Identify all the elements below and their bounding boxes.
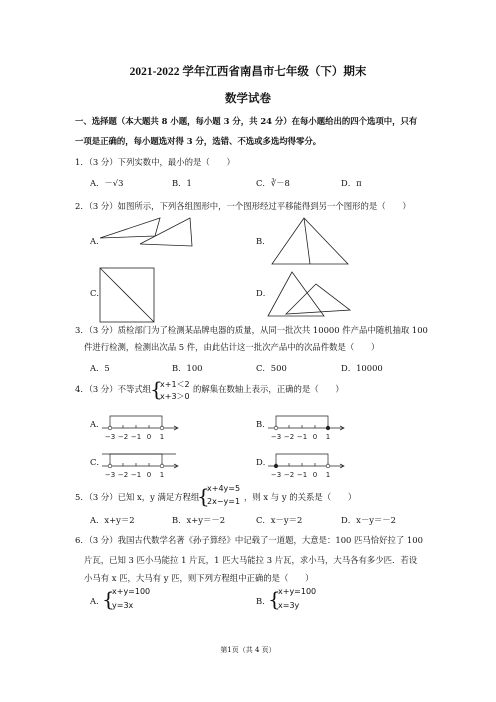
tick-label: −3: [104, 471, 116, 479]
q4-inequality-1: x+1＜2: [160, 380, 190, 389]
q6-b-equation-2: x=3y: [278, 601, 300, 610]
tick-label: −1: [130, 471, 142, 479]
q4-stem-pre: 4．（3 分）不等式组: [75, 384, 152, 394]
tick-label: −3: [270, 471, 282, 479]
q3-line2: 件进行检测，检测出次品 5 件，由此估计这一批次产品中的次品件数是（ ）: [84, 342, 380, 352]
q6-a-equation-1: x+y=100: [112, 587, 151, 596]
tick-label: 1: [159, 471, 165, 479]
q1-stem: 1．（3 分）下列实数中，最小的是（ ）: [75, 157, 235, 167]
q3-option-b: B．100: [172, 363, 203, 373]
q6-line3: 小马有 x 匹，大马有 y 匹，则下列方程组中正确的是（ ）: [84, 573, 314, 583]
tick-label: −2: [283, 471, 295, 479]
q1-option-d: D．π: [341, 178, 362, 188]
tick-label: −2: [283, 433, 295, 441]
section-heading-line2: 一项是正确的，每小题选对得 3 分，选错、不选或多选均得零分。: [75, 136, 322, 146]
q3-option-c: C．500: [256, 363, 287, 373]
q6-option-a: A．: [90, 596, 105, 606]
tick-label: 1: [325, 471, 331, 479]
q4-numberline-d: [266, 448, 346, 482]
tick-label: 0: [146, 471, 152, 479]
q2-figure-d: [264, 270, 354, 320]
q6-b-equation-1: x+y=100: [278, 587, 317, 596]
q2-option-b: B．: [256, 236, 271, 246]
q3-option-d: D．10000: [341, 363, 383, 373]
q5-stem-post: ，则 x 与 y 的关系是（ ）: [244, 492, 357, 502]
q2-option-c: C．: [90, 288, 105, 298]
tick-label: −3: [104, 433, 116, 441]
q3-line1: 3．（3 分）质检部门为了检测某品牌电器的质量，从同一批次共 10000 件产品中随机抽取 100: [75, 325, 428, 335]
q5-option-c: C．x－y＝2: [256, 515, 303, 525]
tick-label: −1: [130, 433, 142, 441]
q4-option-c: C．: [90, 457, 105, 467]
q4-numberline-b: [266, 410, 346, 444]
q6-option-b: B．: [256, 596, 271, 606]
q4-stem-post: 的解集在数轴上表示，正确的是（ ）: [193, 384, 344, 394]
q5-equation-1: x+4y=5: [207, 484, 241, 493]
q5-option-a: A．x+y＝2: [90, 515, 135, 525]
q5-brace: {: [197, 484, 210, 508]
tick-label: −2: [117, 433, 129, 441]
tick-label: 0: [312, 433, 318, 441]
q4-inequality-2: x+3＞0: [160, 392, 190, 401]
q4-numberline-c: [100, 448, 180, 482]
q2-figure-b: [264, 216, 354, 266]
q3-option-a: A．5: [90, 363, 110, 373]
tick-label: 0: [312, 471, 318, 479]
q5-option-d: D．x－y＝－2: [341, 515, 396, 525]
q4-brace: {: [150, 377, 163, 401]
tick-label: 0: [146, 433, 152, 441]
q2-option-d: D．: [256, 288, 272, 298]
q5-option-b: B．x+y＝－2: [172, 515, 226, 525]
q2-stem: 2．（3 分）如图所示，下列各组图形中，一个图形经过平移能得到另一个图形的是（ ）: [75, 201, 411, 211]
q5-equation-2: 2x−y=1: [207, 497, 241, 506]
q6-a-equation-2: y=3x: [112, 601, 134, 610]
q6-line1: 6．（3 分）我国古代数学名著《孙子算经》中记载了一道题，大意是：100 匹马恰好拉了 100: [75, 535, 423, 545]
q4-numberline-a: [100, 410, 180, 444]
q2-figure-a: [98, 216, 198, 264]
q6-b-brace: {: [268, 587, 281, 611]
exam-subtitle: 数学试卷: [225, 93, 271, 105]
section-heading-line1: 一、选择题（本大题共 8 小题，每小题 3 分，共 24 分）在每小题给出的四个选项中，只有: [75, 116, 418, 126]
q1-option-b: B．1: [172, 178, 192, 188]
q2-option-a: A．: [90, 236, 105, 246]
q1-option-c: C．∛－8: [256, 178, 290, 188]
tick-label: 1: [325, 433, 331, 441]
q1-option-a: A．－√3: [90, 178, 124, 188]
tick-label: 1: [159, 433, 165, 441]
q6-a-brace: {: [102, 587, 115, 611]
tick-label: −1: [296, 433, 308, 441]
tick-label: −3: [270, 433, 282, 441]
tick-label: −2: [117, 471, 129, 479]
exam-title: 2021-2022 学年江西省南昌市七年级（下）期末: [129, 66, 367, 78]
tick-label: −1: [296, 471, 308, 479]
q6-line2: 片瓦，已知 3 匹小马能拉 1 片瓦，1 匹大马能拉 3 片瓦，求小马，大马各有多少匹．若设: [84, 555, 418, 565]
q4-option-d: D．: [256, 457, 272, 467]
q4-option-a: A．: [90, 419, 105, 429]
q5-stem-pre: 5．（3 分）已知 x，y 满足方程组: [75, 492, 200, 502]
q2-figure-c: [98, 266, 158, 326]
q4-option-b: B．: [256, 419, 271, 429]
page-footer: 第1页（共 4 页）: [220, 646, 276, 654]
